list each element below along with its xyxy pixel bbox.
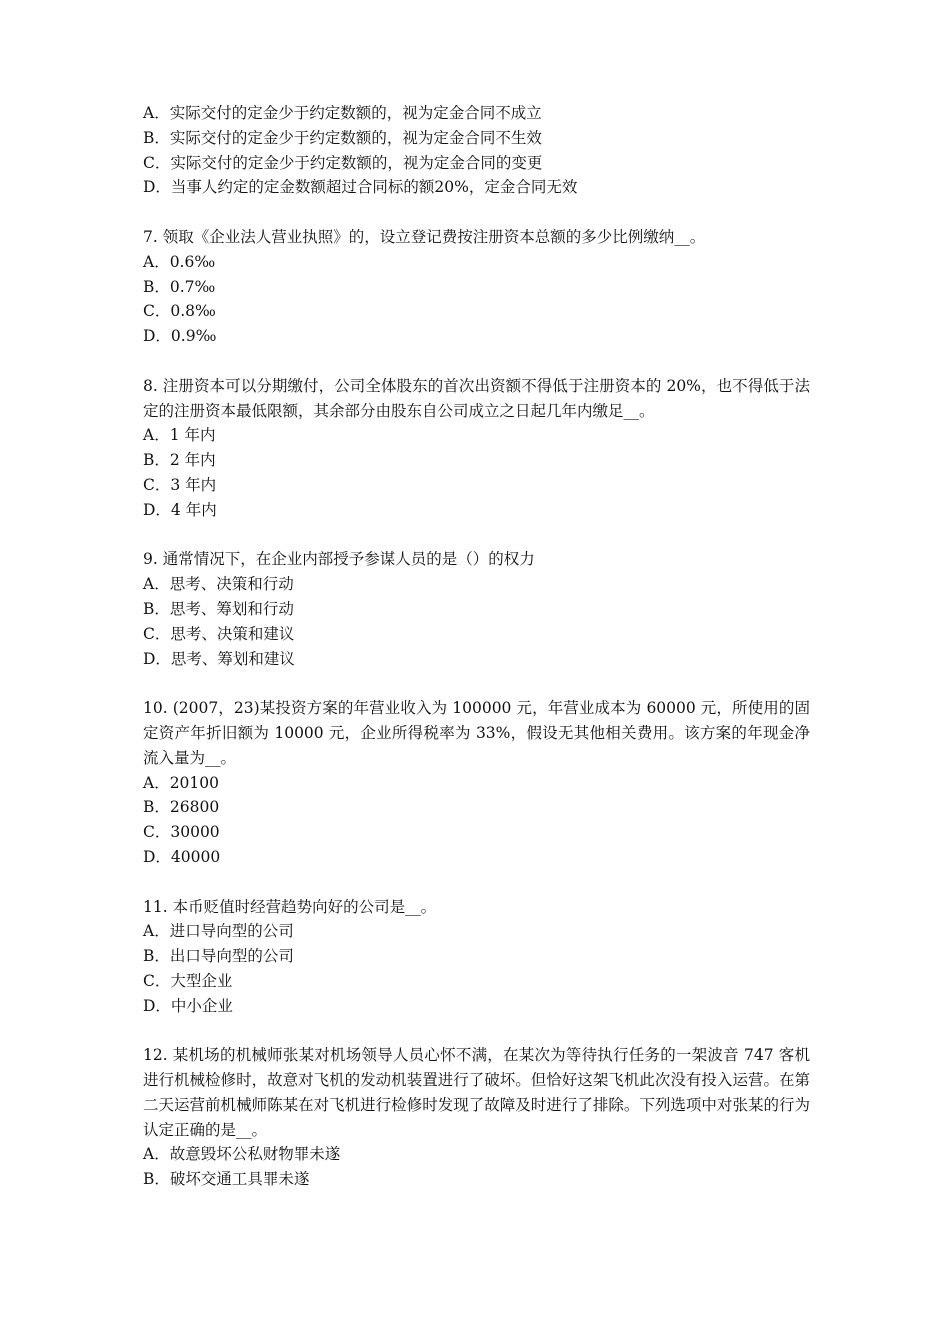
option-c: C．实际交付的定金少于约定数额的，视为定金合同的变更: [143, 153, 543, 172]
option-a: A．20100: [143, 773, 220, 792]
page-content: [143, 101, 810, 1217]
option-b: B．26800: [143, 798, 220, 817]
question-stem: 7. 领取《企业法人营业执照》的，设立登记费按注册资本总额的多少比例缴纳__。: [143, 227, 706, 246]
option-c: C．3 年内: [143, 475, 217, 494]
option-a: A．实际交付的定金少于约定数额的，视为定金合同不成立: [143, 104, 542, 122]
option-a: A．思考、决策和行动: [143, 575, 294, 594]
option-c: C．思考、决策和建议: [143, 624, 295, 643]
option-b: B．思考、筹划和行动: [143, 599, 294, 618]
option-d: D．40000: [143, 847, 221, 866]
option-d: D．当事人约定的定金数额超过合同标的额20%，定金合同无效: [143, 178, 578, 197]
option-a: A．进口导向型的公司: [143, 922, 294, 941]
question-7: [143, 225, 810, 349]
option-d: D．0.9‰: [143, 327, 217, 346]
question-stem: 12. 某机场的机械师张某对机场领导人员心怀不满，在某次为等待执行任务的一架波音 747 客机进行机械检修时，故意对飞机的发动机装置进行了破坏。但恰好这架飞机此次没有投入运营。在第二天运营前机械师陈某在对飞机进行检修时发现了故障及时进行了排除。下列选项中对张某的行为认定正确的是__。: [143, 1046, 810, 1139]
option-b: B．0.7‰: [143, 277, 216, 296]
option-a: A．故意毁坏公私财物罪未遂: [143, 1145, 341, 1164]
question-9: [143, 547, 810, 671]
option-b: B．2 年内: [143, 451, 216, 470]
option-b: B．破坏交通工具罪未遂: [143, 1170, 310, 1189]
question-11: [143, 895, 810, 1019]
option-b: B．实际交付的定金少于约定数额的，视为定金合同不生效: [143, 128, 542, 147]
option-b: B．出口导向型的公司: [143, 947, 294, 966]
option-d: D．4 年内: [143, 500, 217, 519]
question-stem: 8. 注册资本可以分期缴付，公司全体股东的首次出资额不得低于注册资本的 20%，也不得低于法定的注册资本最低限额，其余部分由股东自公司成立之日起几年内缴足__。: [143, 376, 810, 420]
option-c: C．0.8‰: [143, 302, 216, 321]
option-c: C．30000: [143, 823, 220, 842]
option-a: A．0.6‰: [143, 252, 216, 271]
question-stem: 11. 本币贬值时经营趋势向好的公司是__。: [143, 897, 437, 916]
question-stem: 10. (2007，23)某投资方案的年营业收入为 100000 元，年营业成本为 60000 元，所使用的固定资产年折旧额为 10000 元，企业所得税率为 33%，假设无其他相关费用。该方案的年现金净流入量为__。: [143, 699, 810, 767]
question-8: [143, 374, 810, 523]
option-d: D．思考、筹划和建议: [143, 649, 295, 668]
question-stem: 9. 通常情况下，在企业内部授予参谋人员的是（）的权力: [143, 550, 535, 569]
question-10: [143, 696, 810, 870]
question-6-options: [143, 101, 810, 200]
option-a: A．1 年内: [143, 426, 216, 445]
option-c: C．大型企业: [143, 971, 233, 990]
question-12: [143, 1043, 810, 1192]
option-d: D．中小企业: [143, 996, 233, 1015]
